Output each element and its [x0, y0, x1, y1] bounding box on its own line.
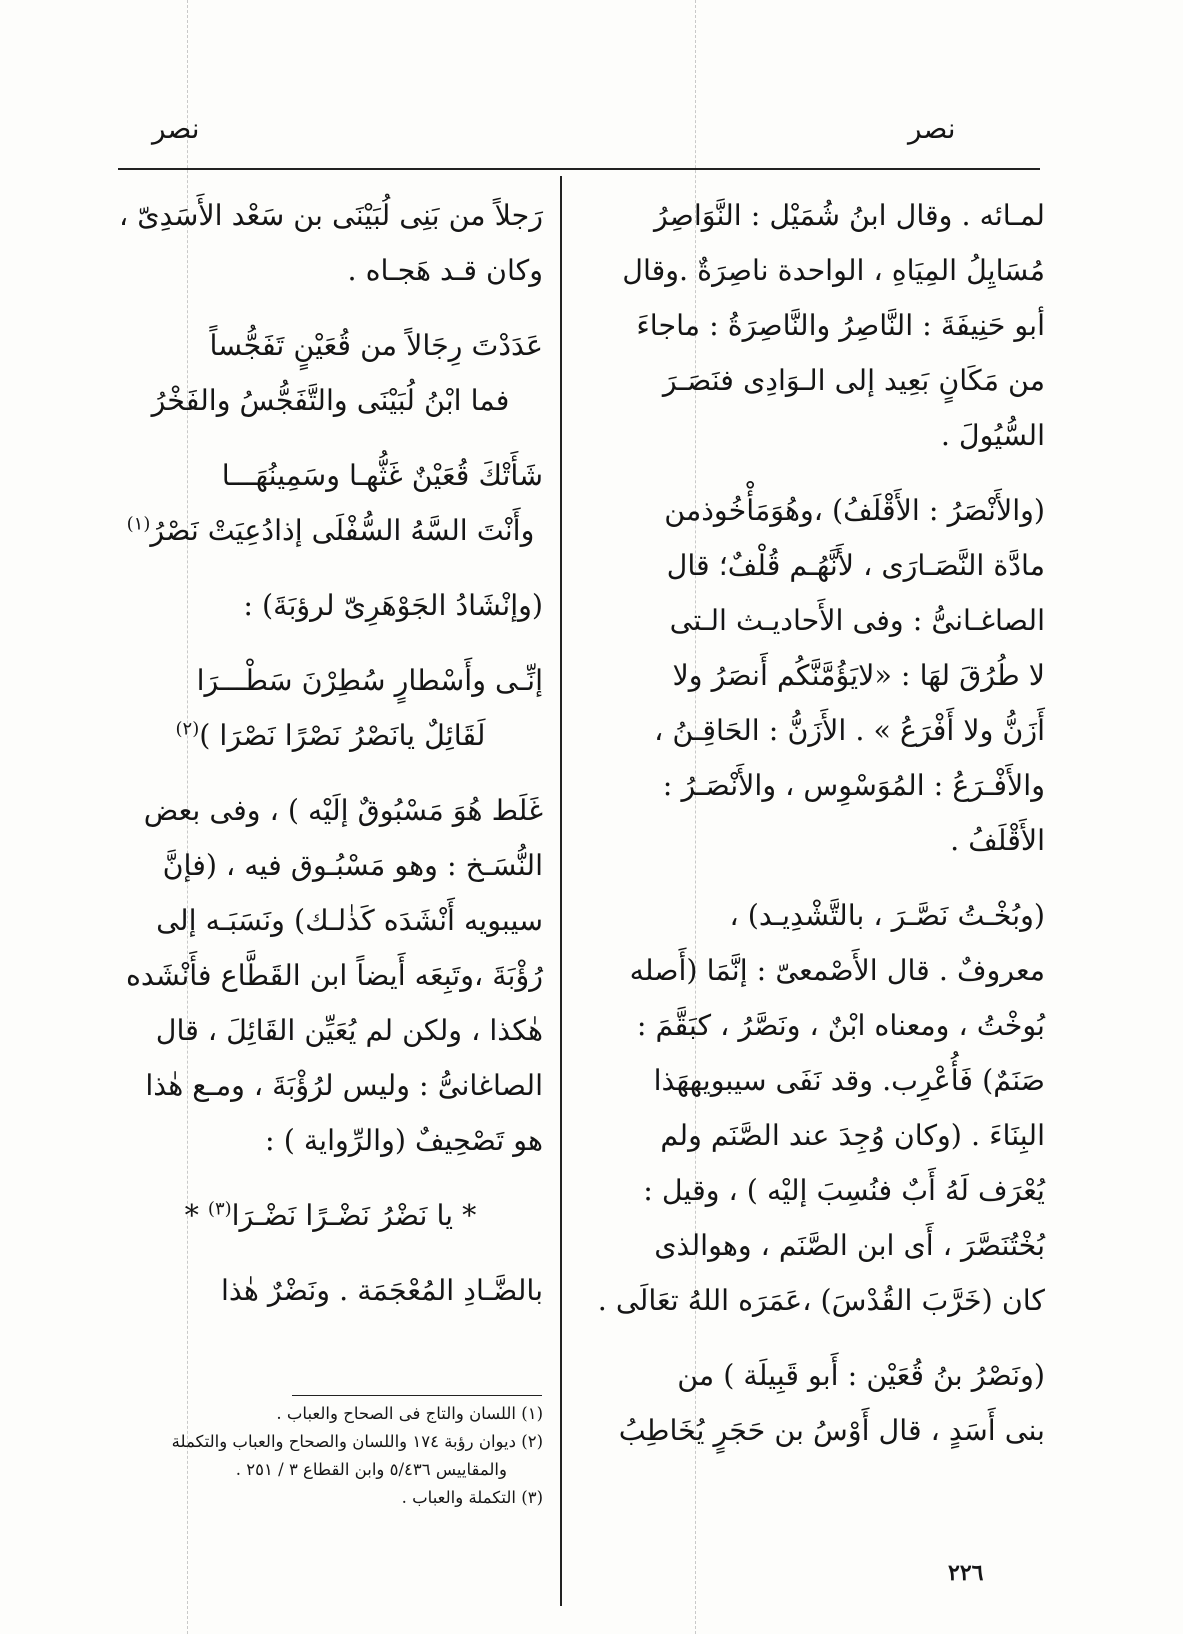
verse-text: * يا نَضْرُ نَضْـرًا نَضْـرَا — [231, 1199, 477, 1232]
text-line: لا طُرُقَ لهَا : «لايَؤُمَّنَّكُم أَنصَرُ ولا — [672, 659, 1045, 692]
text-line: والأَفْـرَعُ : المُوَسْوِس ، والأَنْصَـرُ : — [662, 769, 1045, 802]
text-line: من مَكَانٍ بَعِيد إلى الـوَادِى فنَصَـرَ — [662, 364, 1045, 397]
text-line: هو تَصْحِيفٌ (والرِّواية ) : — [265, 1124, 543, 1157]
footnote-2: (٢) ديوان رؤبة ١٧٤ واللسان والصحاح والعباب والتكملة — [171, 1432, 543, 1451]
footnote-mark: (٢) — [175, 718, 200, 740]
text-line: بالضَّـادِ المُعْجَمَة . ونَضْرٌ هٰذا — [220, 1274, 543, 1307]
text-line: الصاغانىُّ : وليس لرُؤْبَةَ ، ومـع هٰذا — [145, 1069, 543, 1102]
text-line: مادَّة النَّصَـارَى ، لأَنَّهُـم قُلْفٌ؛ قال — [666, 549, 1045, 582]
footnote-2-cont: والمقاييس ٥/٤٣٦ وابن القطاع ٣ / ٢٥١ . — [235, 1460, 507, 1479]
footnote-1: (١) اللسان والتاج فى الصحاح والعباب . — [276, 1404, 543, 1423]
footnotes — [118, 1400, 543, 1512]
verse-line — [118, 1188, 543, 1243]
verse-text: لَقَائِلٌ يانَصْرُ نَصْرًا نَصْرَا ) — [199, 719, 486, 752]
text-line: رَجلاً من بَنِى لُبَيْنَى بن سَعْد الأَسَدِىّ ، — [118, 199, 543, 232]
text-line: كان (خَرَّبَ القُدْسَ) ،عَمَرَه اللهُ تعَالَى . — [597, 1284, 1045, 1317]
verse-text: وأَنْتَ السَّهُ السُّفْلَى إذادُعِيَتْ نَصْرُ — [150, 514, 535, 547]
verse-end-mark: * — [184, 1199, 199, 1232]
text-line: البِنَاءَ . (وكان وُجِدَ عند الصَّنَم ولم — [660, 1119, 1045, 1152]
running-head-right: نصر — [908, 112, 956, 145]
footnote-rule — [292, 1395, 542, 1396]
text-line: هٰكذا ، ولكن لم يُعَيِّن القَائِلَ ، قال — [155, 1014, 543, 1047]
right-column — [590, 188, 1045, 1458]
left-column — [118, 188, 543, 1318]
text-line: بنى أَسَدٍ ، قال أَوْسُ بن حَجَرٍ يُخَاطِبُ — [618, 1414, 1045, 1447]
header-rule — [118, 168, 1040, 170]
page-number: ٢٢٦ — [948, 1560, 984, 1586]
text-line: يُعْرَف لَهُ أَبٌ فنُسِبَ إليْه ) ، وقيل : — [643, 1174, 1045, 1207]
text-line: غَلَط هُوَ مَسْبُوقٌ إلَيْه ) ، وفى بعض — [143, 794, 543, 827]
text-line: معروفٌ . قال الأَصْمعىّ : إنَّمَا (أَصله — [629, 954, 1045, 987]
running-head-left: نصر — [152, 112, 200, 145]
verse-line: شَأَتْكَ قُعَيْنٌ غَثُّهـا وسَمِينُهَـــا — [221, 459, 543, 492]
text-line: (وإنْشَادُ الجَوْهَرِىّ لرؤبَةَ) : — [243, 589, 543, 622]
text-line: وكان قـد هَجـاه . — [347, 254, 543, 287]
text-line: أبو حَنِيفَةَ : النَّاصِرُ والنَّاصِرَةُ : ماجاءَ — [636, 309, 1045, 342]
text-line: أَزَنُّ ولا أَفْرَعُ » . الأَزَنُّ : الحَاقِـنُ ، — [654, 714, 1045, 747]
verse-line: فما ابْنُ لُبَيْنَى والتَّفَجُّسُ والفَخْرُ — [151, 384, 510, 417]
footnote-3: (٣) التكملة والعباب . — [401, 1488, 543, 1507]
text-line: صَنَمٌ) فَأُعْرِب. وقد نَفَى سيبويههَذا — [653, 1064, 1045, 1097]
verse-line — [118, 708, 543, 763]
text-line: النُّسَـخ : وهو مَسْبُـوق فيه ، (فإنَّ — [162, 849, 543, 882]
text-line: مُسَايِلُ المِيَاهِ ، الواحدة ناصِرَةٌ .وقال — [622, 254, 1045, 287]
column-separator — [560, 176, 562, 1606]
verse-line: إنِّـى وأَسْطارٍ سُطِرْنَ سَطْـــرَا — [196, 664, 543, 697]
footnote-mark: (٣) — [207, 1198, 232, 1220]
text-line: (والأَنْصَرُ : الأَقْلَفُ) ،وهُوَمَأْخُوذمن — [664, 494, 1045, 527]
text-line: رُؤْبَةَ ،وتَبِعَه أَيضاً ابن القَطَّاع فأَنْشَده — [126, 959, 543, 992]
text-line: الصاغـانىُّ : وفى الأَحاديـث الـتى — [669, 604, 1045, 637]
text-line: السُّيُولَ . — [940, 419, 1045, 452]
text-line: بُوخْتُ ، ومعناه ابْنٌ ، ونَصَّرُ ، كبَقَّمَ : — [636, 1009, 1045, 1042]
verse-line: عَدَدْتَ رِجَالاً من قُعَيْنٍ تَفَجُّساً — [209, 329, 543, 362]
text-line: (ونَصْرُ بنُ قُعَيْن : أَبو قَبِيلَة ) من — [677, 1359, 1045, 1392]
verse-line — [118, 503, 543, 558]
footnote-mark: (١) — [126, 513, 151, 535]
text-line: الأَقْلَفُ . — [950, 824, 1045, 857]
text-line: لمـائه . وقال ابنُ شُمَيْل : النَّوَاصِرُ — [653, 199, 1045, 232]
text-line: بُخْتُنَصَّرَ ، أَى ابن الصَّنَم ، وهوالذى — [654, 1229, 1045, 1262]
text-line: سيبويه أَنْشَدَه كَذٰلـك) ونَسَبَـه إلى — [156, 904, 543, 937]
text-line: (وبُخْـتُ نَصَّـرَ ، بالتَّشْدِيـد) ، — [729, 899, 1045, 932]
